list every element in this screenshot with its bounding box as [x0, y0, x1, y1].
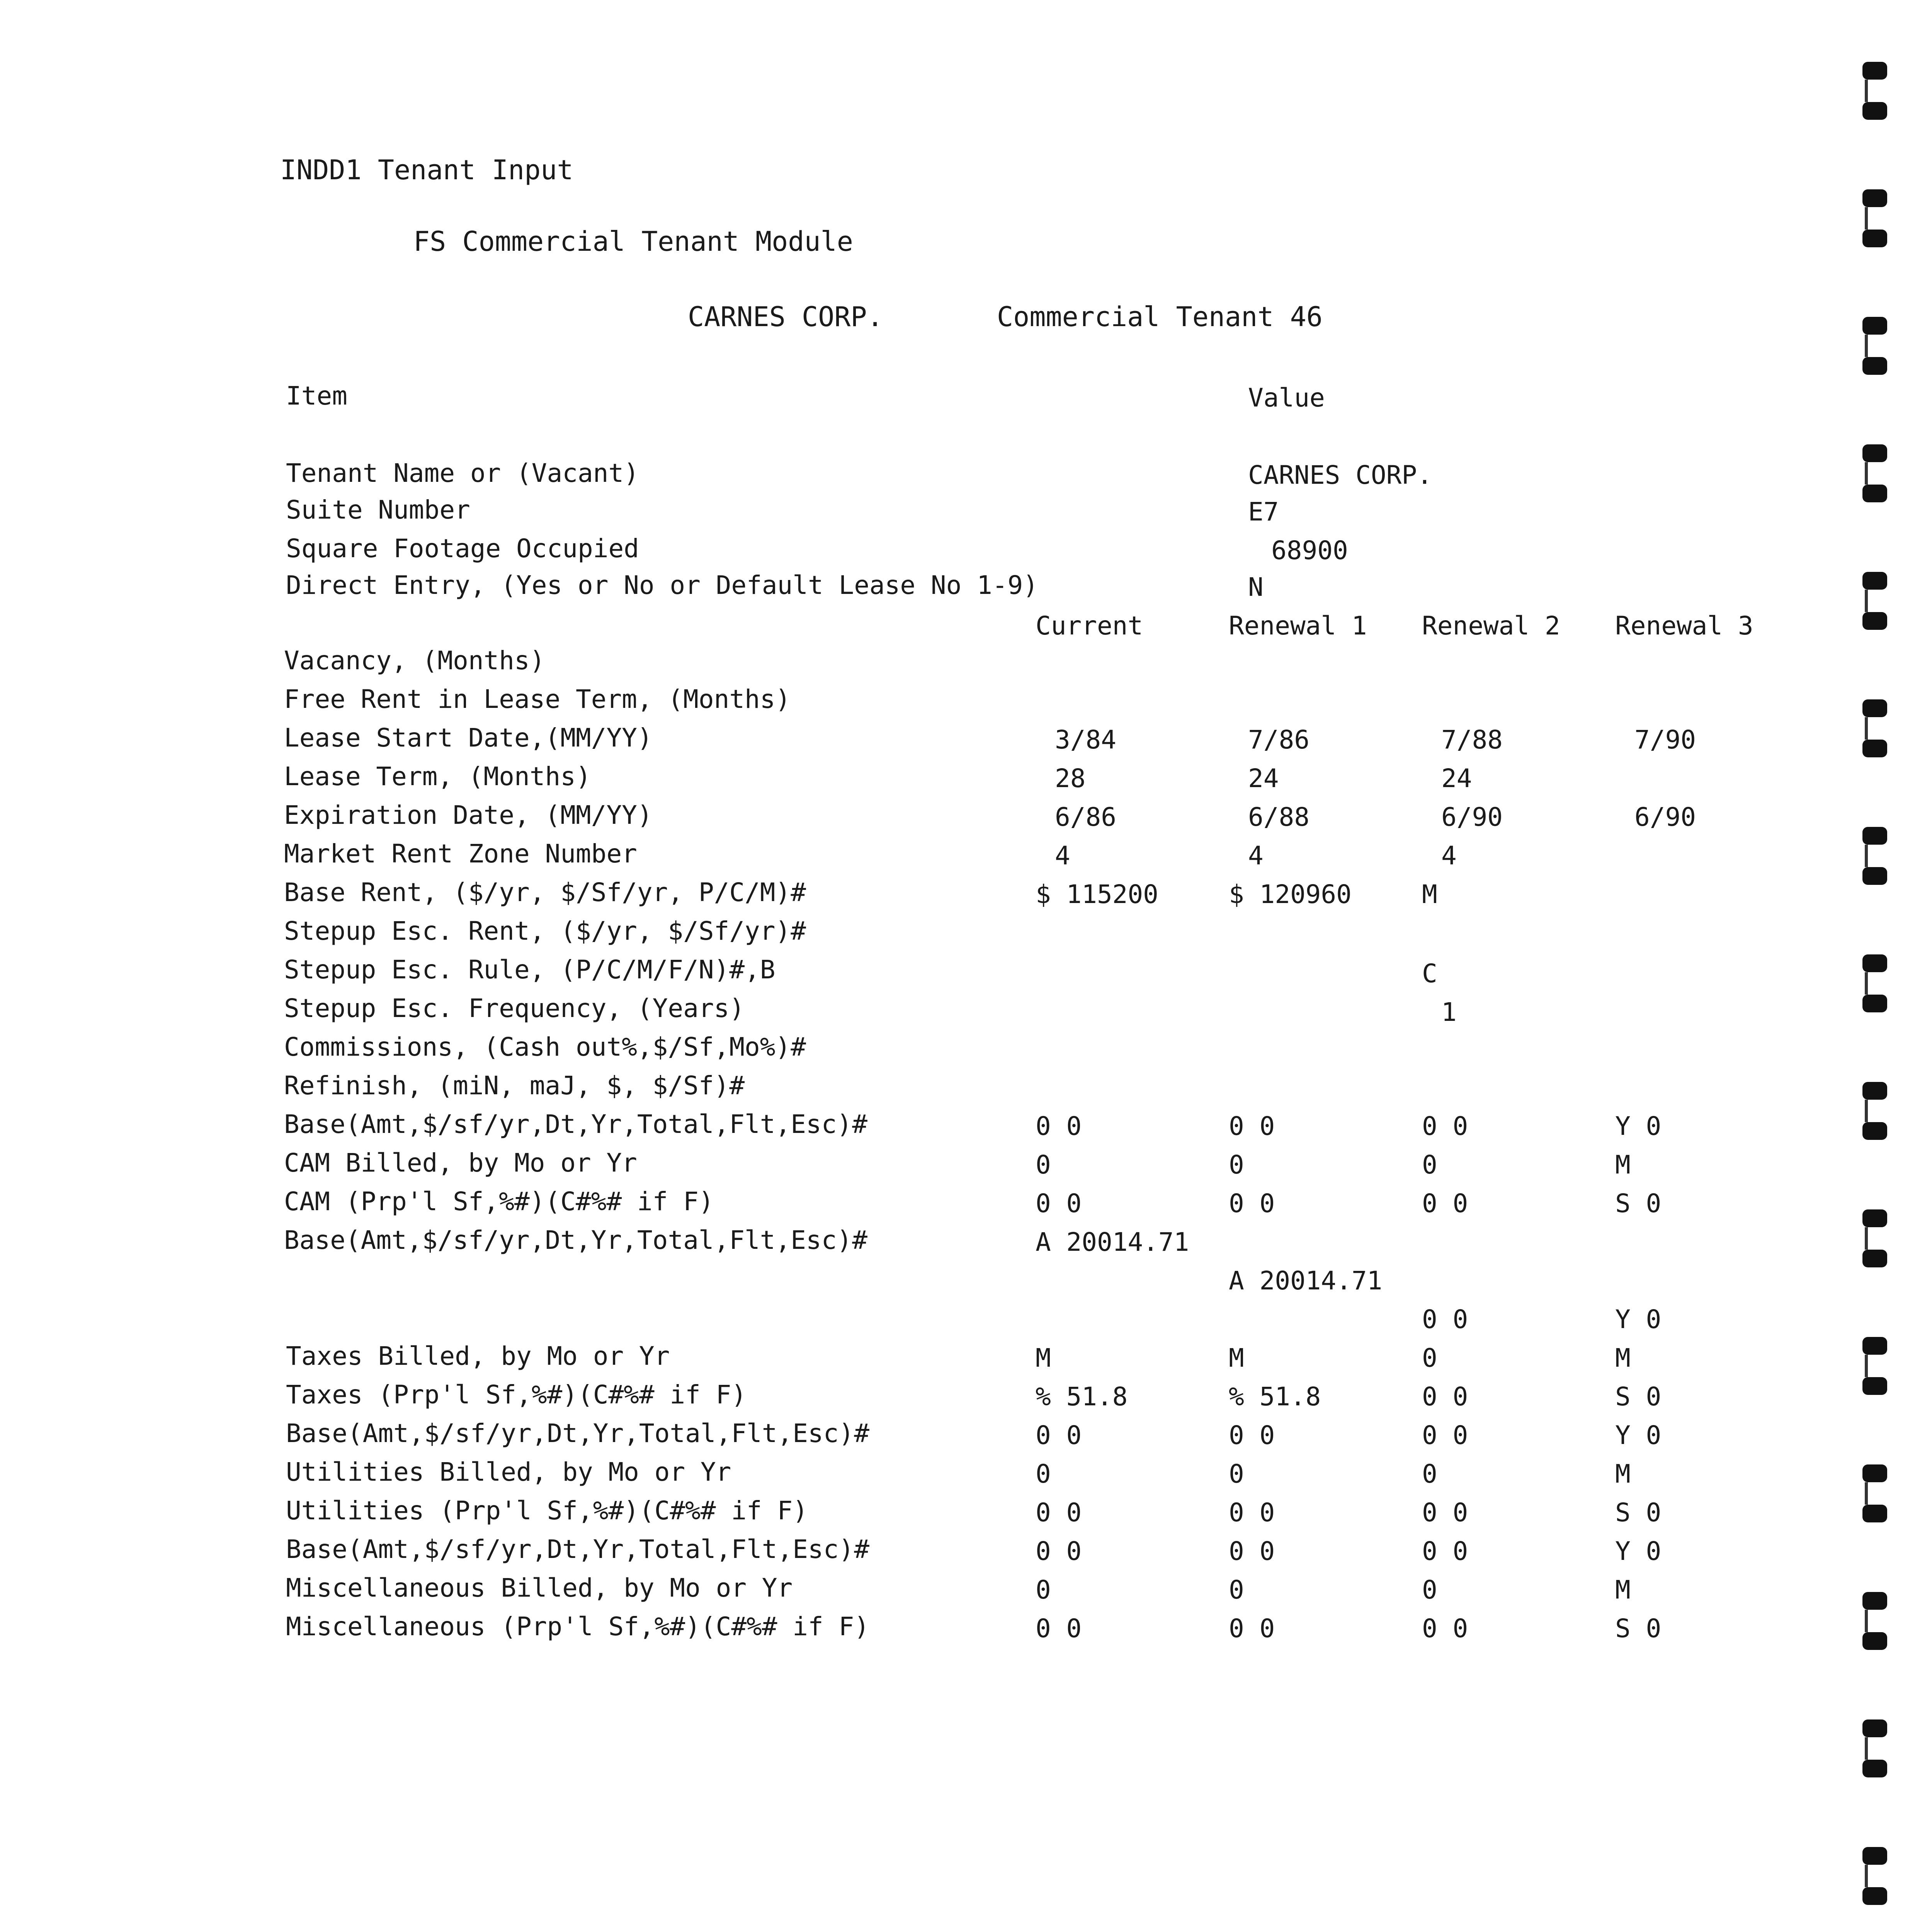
- binding-ring: [1862, 1082, 1887, 1140]
- utilities-billed-current: 0: [1036, 1459, 1051, 1489]
- tax-billed-current: M: [1036, 1343, 1051, 1373]
- binding-ring: [1862, 1209, 1887, 1267]
- tax-proportion-renewal-1: % 51.8: [1229, 1382, 1321, 1412]
- cam-proportion-renewal-3: S 0: [1615, 1189, 1662, 1218]
- cam-billed-renewal-1: 0: [1229, 1150, 1244, 1180]
- market-zone-current: 4: [1055, 841, 1070, 871]
- base-rent-current: $ 115200: [1036, 879, 1158, 909]
- utilities-proportion-renewal-1: 0 0: [1229, 1498, 1275, 1527]
- cam-proportion-current: 0 0: [1036, 1189, 1082, 1218]
- misc-billed-renewal-2: 0: [1422, 1575, 1437, 1605]
- lease-term-renewal-1: 24: [1248, 764, 1279, 793]
- row-label-suite-number: Suite Number: [286, 495, 470, 525]
- row-label-misc-proportion: Miscellaneous (Prp'l Sf,%#)(C#%# if F): [286, 1612, 869, 1641]
- base-rent-renewal-2: M: [1422, 879, 1437, 909]
- utilities-proportion-renewal-2: 0 0: [1422, 1498, 1468, 1527]
- misc-proportion-current: 0 0: [1036, 1614, 1082, 1643]
- value-suite-number: E7: [1248, 497, 1279, 527]
- cam-billed-renewal-2: 0: [1422, 1150, 1437, 1180]
- row-label-stepup-rule: Stepup Esc. Rule, (P/C/M/F/N)#,B: [284, 955, 776, 985]
- expiration-renewal-1: 6/88: [1248, 802, 1310, 832]
- utilities-billed-renewal-3: M: [1615, 1459, 1631, 1489]
- row-label-utilities-billed: Utilities Billed, by Mo or Yr: [286, 1457, 731, 1487]
- utilities-billed-renewal-1: 0: [1229, 1459, 1244, 1489]
- row-label-utilities-base: Base(Amt,$/sf/yr,Dt,Yr,Total,Flt,Esc)#: [286, 1418, 869, 1448]
- row-label-commissions: Commissions, (Cash out%,$/Sf,Mo%)#: [284, 1032, 806, 1062]
- misc-base-renewal-2: 0 0: [1422, 1536, 1468, 1566]
- binding-ring: [1862, 1719, 1887, 1777]
- row-label-misc-base: Base(Amt,$/sf/yr,Dt,Yr,Total,Flt,Esc)#: [286, 1534, 869, 1564]
- misc-billed-renewal-1: 0: [1229, 1575, 1244, 1605]
- cam-billed-current: 0: [1036, 1150, 1051, 1180]
- stepup-frequency-renewal-2: 1: [1441, 997, 1457, 1027]
- utilities-billed-renewal-2: 0: [1422, 1459, 1437, 1489]
- tax-base-renewal-3: Y 0: [1615, 1304, 1662, 1334]
- binding-ring: [1862, 827, 1887, 885]
- cam-base-renewal-2: 0 0: [1422, 1111, 1468, 1141]
- base-rent-renewal-1: $ 120960: [1229, 879, 1352, 909]
- binding-ring: [1862, 699, 1887, 757]
- tax-proportion-renewal-2: 0 0: [1422, 1382, 1468, 1412]
- row-label-expiration: Expiration Date, (MM/YY): [284, 800, 653, 830]
- row-label-misc-billed: Miscellaneous Billed, by Mo or Yr: [286, 1573, 793, 1603]
- row-label-free-rent: Free Rent in Lease Term, (Months): [284, 684, 791, 714]
- row-label-stepup-rent: Stepup Esc. Rent, ($/yr, $/Sf/yr)#: [284, 916, 806, 946]
- row-label-cam-proportion: CAM (Prp'l Sf,%#)(C#%# if F): [284, 1187, 714, 1216]
- misc-billed-renewal-3: M: [1615, 1575, 1631, 1605]
- binding-ring: [1862, 1464, 1887, 1522]
- value-square-footage: 68900: [1271, 536, 1348, 565]
- row-label-refinish: Refinish, (miN, maJ, $, $/Sf)#: [284, 1071, 745, 1100]
- row-label-utilities-proportion: Utilities (Prp'l Sf,%#)(C#%# if F): [286, 1496, 808, 1526]
- tax-billed-renewal-2: 0: [1422, 1343, 1437, 1373]
- row-label-lease-term: Lease Term, (Months): [284, 762, 591, 791]
- utilities-base-renewal-1: 0 0: [1229, 1420, 1275, 1450]
- tax-billed-renewal-3: M: [1615, 1343, 1631, 1373]
- utilities-base-renewal-3: Y 0: [1615, 1420, 1662, 1450]
- binding-ring: [1862, 954, 1887, 1012]
- row-label-vacancy: Vacancy, (Months): [284, 646, 545, 675]
- lease-start-renewal-3: 7/90: [1634, 725, 1696, 755]
- lease-term-current: 28: [1055, 764, 1086, 793]
- misc-base-renewal-3: Y 0: [1615, 1536, 1662, 1566]
- expiration-current: 6/86: [1055, 802, 1116, 832]
- module-title: FS Commercial Tenant Module: [413, 226, 853, 257]
- utilities-base-current: 0 0: [1036, 1420, 1082, 1450]
- tax-base-current: A 20014.71: [1036, 1227, 1189, 1257]
- value-tenant-name: CARNES CORP.: [1248, 460, 1432, 490]
- binding-ring: [1862, 62, 1887, 120]
- cam-base-renewal-3: Y 0: [1615, 1111, 1662, 1141]
- misc-proportion-renewal-3: S 0: [1615, 1614, 1662, 1643]
- tax-proportion-current: % 51.8: [1036, 1382, 1128, 1412]
- cam-proportion-renewal-1: 0 0: [1229, 1189, 1275, 1218]
- value-direct-entry: N: [1248, 572, 1264, 602]
- row-label-tax-base: Base(Amt,$/sf/yr,Dt,Yr,Total,Flt,Esc)#: [284, 1225, 867, 1255]
- screen-id: INDD1 Tenant Input: [280, 154, 573, 186]
- tax-base-renewal-1: A 20014.71: [1229, 1266, 1383, 1296]
- utilities-proportion-renewal-3: S 0: [1615, 1498, 1662, 1527]
- row-label-tenant-name: Tenant Name or (Vacant): [286, 458, 639, 488]
- row-label-direct-entry: Direct Entry, (Yes or No or Default Lease No 1-9): [286, 570, 1039, 600]
- row-label-lease-start: Lease Start Date,(MM/YY): [284, 723, 653, 753]
- lease-start-renewal-1: 7/86: [1248, 725, 1310, 755]
- misc-base-current: 0 0: [1036, 1536, 1082, 1566]
- tax-base-renewal-2: 0 0: [1422, 1304, 1468, 1334]
- tenant-heading: CARNES CORP.: [688, 301, 883, 333]
- market-zone-renewal-2: 4: [1441, 841, 1457, 871]
- cam-base-renewal-1: 0 0: [1229, 1111, 1275, 1141]
- column-header-current: Current: [1036, 611, 1143, 641]
- column-header-renewal-1: Renewal 1: [1229, 611, 1367, 641]
- utilities-base-renewal-2: 0 0: [1422, 1420, 1468, 1450]
- utilities-proportion-current: 0 0: [1036, 1498, 1082, 1527]
- row-label-tax-billed: Taxes Billed, by Mo or Yr: [286, 1341, 670, 1371]
- tax-proportion-renewal-3: S 0: [1615, 1382, 1662, 1412]
- binding-ring: [1862, 1592, 1887, 1650]
- cam-proportion-renewal-2: 0 0: [1422, 1189, 1468, 1218]
- cam-billed-renewal-3: M: [1615, 1150, 1631, 1180]
- row-label-stepup-frequency: Stepup Esc. Frequency, (Years): [284, 993, 745, 1023]
- lease-start-renewal-2: 7/88: [1441, 725, 1503, 755]
- binding-ring: [1862, 444, 1887, 502]
- row-label-tax-proportion: Taxes (Prp'l Sf,%#)(C#%# if F): [286, 1380, 747, 1410]
- cam-base-current: 0 0: [1036, 1111, 1082, 1141]
- value-column-header: Value: [1248, 383, 1325, 413]
- row-label-base-rent: Base Rent, ($/yr, $/Sf/yr, P/C/M)#: [284, 878, 806, 907]
- column-header-renewal-2: Renewal 2: [1422, 611, 1560, 641]
- binding-ring: [1862, 1847, 1887, 1905]
- lease-term-renewal-2: 24: [1441, 764, 1472, 793]
- binding-ring: [1862, 1337, 1887, 1395]
- row-label-square-footage: Square Footage Occupied: [286, 534, 639, 563]
- stepup-rule-renewal-2: C: [1422, 959, 1437, 988]
- row-label-cam-base: Base(Amt,$/sf/yr,Dt,Yr,Total,Flt,Esc)#: [284, 1109, 867, 1139]
- expiration-renewal-2: 6/90: [1441, 802, 1503, 832]
- misc-proportion-renewal-2: 0 0: [1422, 1614, 1468, 1643]
- row-label-market-zone: Market Rent Zone Number: [284, 839, 637, 869]
- market-zone-renewal-1: 4: [1248, 841, 1264, 871]
- misc-proportion-renewal-1: 0 0: [1229, 1614, 1275, 1643]
- row-label-cam-billed: CAM Billed, by Mo or Yr: [284, 1148, 637, 1178]
- lease-start-current: 3/84: [1055, 725, 1116, 755]
- misc-base-renewal-1: 0 0: [1229, 1536, 1275, 1566]
- column-header-renewal-3: Renewal 3: [1615, 611, 1753, 641]
- expiration-renewal-3: 6/90: [1634, 802, 1696, 832]
- binding-ring: [1862, 572, 1887, 630]
- tenant-number-heading: Commercial Tenant 46: [997, 301, 1323, 333]
- item-column-header: Item: [286, 381, 347, 411]
- misc-billed-current: 0: [1036, 1575, 1051, 1605]
- binding-ring: [1862, 189, 1887, 247]
- binding-ring: [1862, 317, 1887, 375]
- tax-billed-renewal-1: M: [1229, 1343, 1244, 1373]
